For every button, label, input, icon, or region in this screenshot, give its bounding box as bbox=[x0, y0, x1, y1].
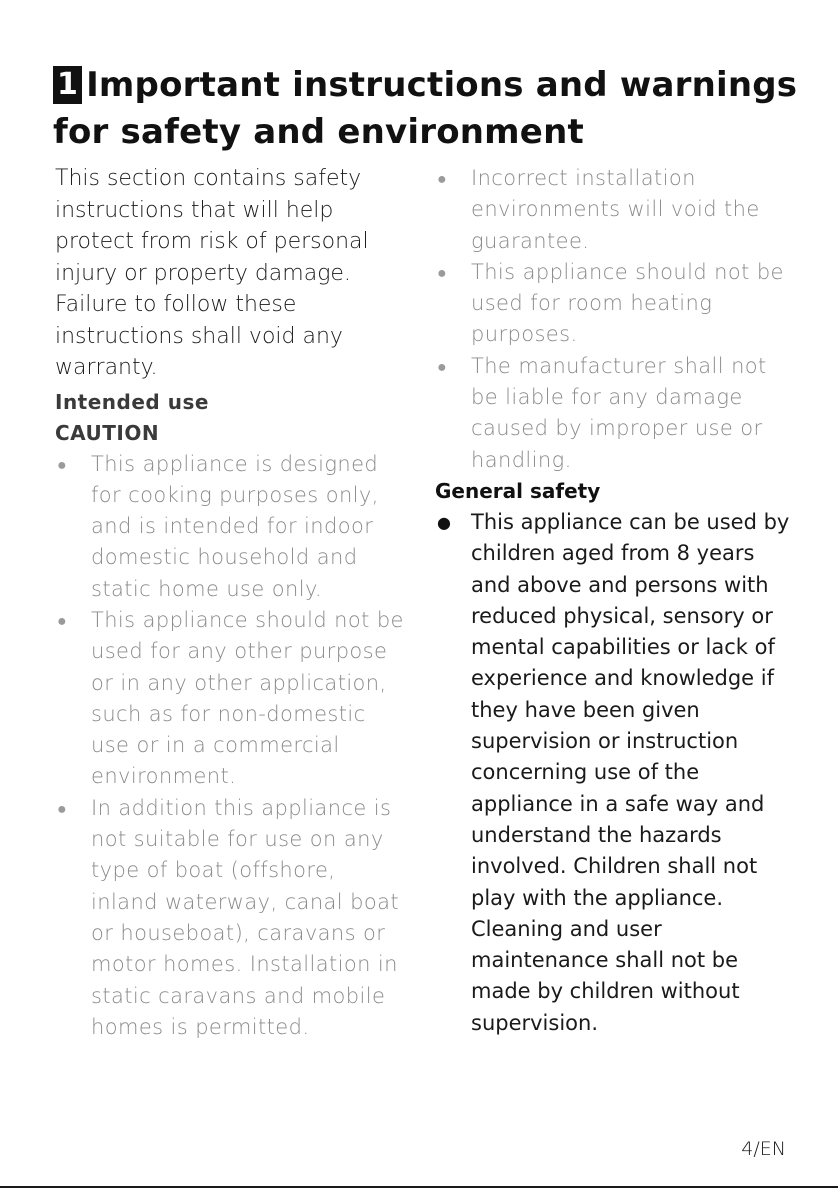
caution-list bbox=[55, 449, 405, 1044]
list-item bbox=[435, 351, 795, 476]
bullet-icon: ● bbox=[437, 356, 448, 376]
bullet-icon: ● bbox=[57, 610, 68, 630]
list-item bbox=[435, 257, 795, 351]
list-item-text: This appliance is designed for cooking purposes only, and is intended for indoor domestic household and static home use only. bbox=[91, 451, 379, 601]
general-safety-list bbox=[435, 507, 795, 1039]
list-item-text: This appliance should not be used for any other purpose or in any other application, such as for non-domestic use or in a commercial environment. bbox=[91, 607, 404, 789]
list-item bbox=[55, 793, 405, 1043]
list-item bbox=[435, 163, 795, 257]
bullet-icon: ● bbox=[437, 262, 448, 282]
chapter-number-badge: 1 bbox=[53, 66, 82, 104]
page-divider bbox=[0, 1186, 838, 1188]
caution-heading: CAUTION bbox=[55, 420, 160, 445]
intro-paragraph: This section contains safety instructions that will help protect from risk of personal injury or property damage. Failure to follow these instructions shall void any warranty. bbox=[55, 166, 369, 380]
bullet-icon: ● bbox=[57, 798, 68, 818]
title-text: Important instructions and warnings for safety and environment bbox=[53, 65, 798, 152]
intended-use-heading: Intended use bbox=[55, 389, 209, 414]
list-item-text: This appliance should not be used for room heating purposes. bbox=[471, 259, 784, 347]
bullet-icon: ● bbox=[437, 169, 448, 188]
general-safety-heading: General safety bbox=[435, 478, 601, 503]
list-item bbox=[435, 507, 795, 1039]
bullet-icon: ● bbox=[57, 454, 68, 474]
list-item-text: Incorrect installation environments will void the guarantee. bbox=[471, 166, 760, 253]
left-column bbox=[55, 163, 405, 1043]
list-item bbox=[55, 605, 405, 793]
list-item-text: In addition this appliance is not suitable for use on any type of boat (offshore, inland waterway, canal boat or houseboat), caravans or motor homes. Installation in static caravans and mobile homes is permitted. bbox=[91, 795, 399, 1039]
list-item-text: The manufacturer shall not be liable for any damage caused by improper use or handling. bbox=[471, 353, 767, 472]
right-column bbox=[435, 163, 795, 1039]
page-title bbox=[53, 62, 833, 156]
list-item bbox=[55, 449, 405, 605]
page-number: 4/EN bbox=[741, 1138, 786, 1160]
list-item-text: This appliance can be used by children aged from 8 years and above and persons with reduced physical, sensory or mental capabilities or lack of experience and knowledge if they have been given supervision or instruction concerning use of the appliance in a safe way and understand the hazards involved. Children shall not play with the appliance. Cleaning and user maintenance shall not be made by children without supervision. bbox=[471, 509, 790, 1035]
caution-list-continued bbox=[435, 163, 795, 476]
bullet-icon: ● bbox=[437, 512, 451, 532]
